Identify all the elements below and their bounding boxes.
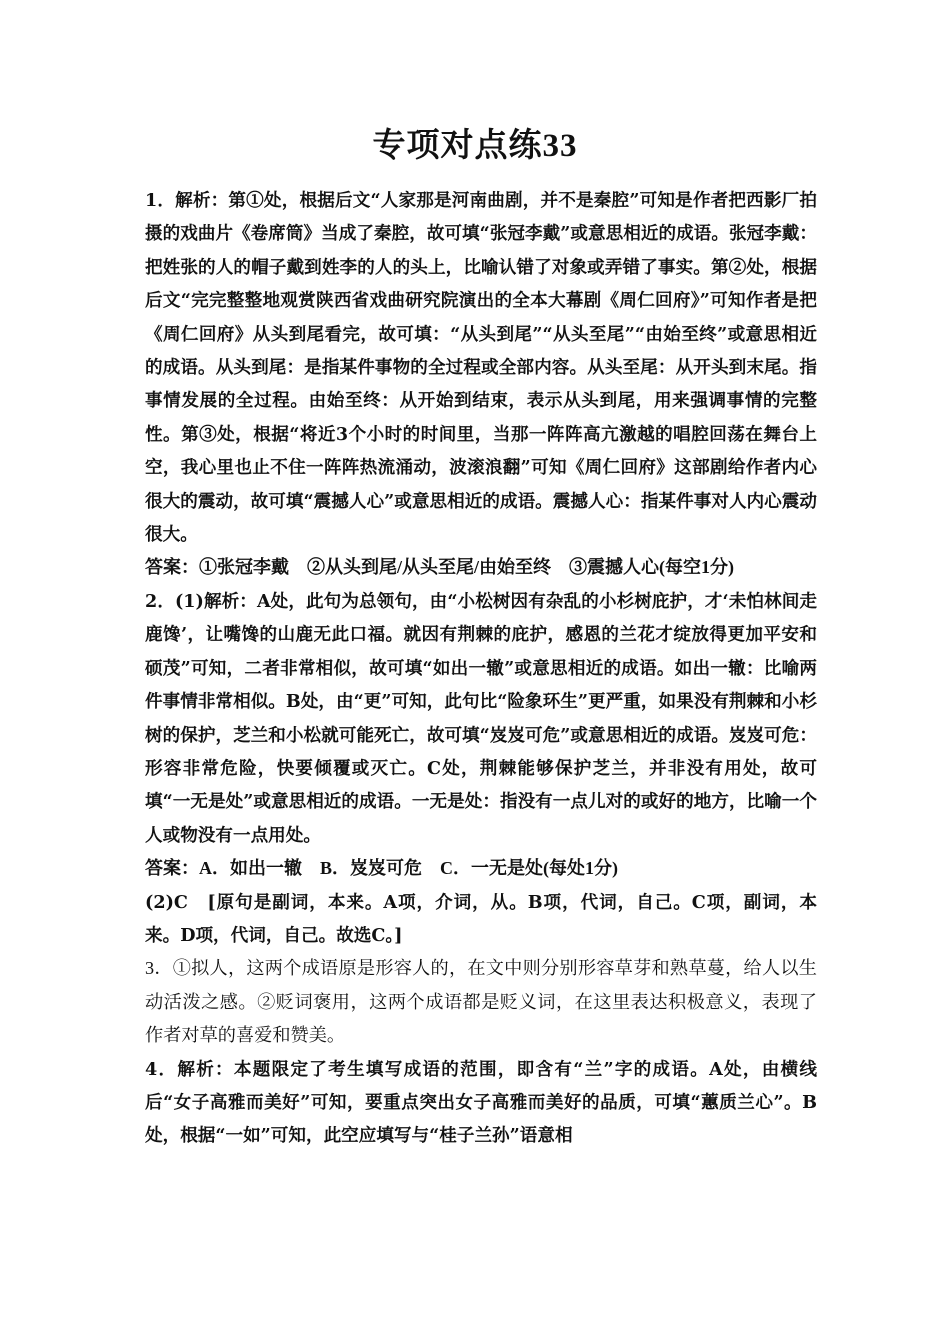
- paragraph-q2-part2: (2)C [原句是副词，本来。A项，介词，从。B项，代词，自己。C项，副词，本来。D项，代词，自己。故选C。]: [145, 891, 817, 946]
- paragraph-q4-analysis: 4．解析：本题限定了考生填写成语的范围，即含有“兰”字的成语。A处，由横线后“女子高雅而美好”可知，要重点突出女子高雅而美好的品质，可填“蕙质兰心”。B处，根据“一如”可知，此空应填写与“桂子兰孙”语意相: [145, 1058, 817, 1147]
- paragraph-q3: 3．①拟人，这两个成语原是形容人的，在文中则分别形容草芽和熟草蔓，给人以生动活泼之感。②贬词褒用，这两个成语都是贬义词，在这里表达积极意义，表现了作者对草的喜爱和赞美。: [145, 958, 817, 1046]
- paragraph-q2-answer: 答案：A．如出一辙 B．岌岌可危 C．一无是处(每处1分): [145, 858, 618, 879]
- document-body: [145, 184, 817, 1153]
- paragraph-q2-analysis: 2．(1)解析：A处，此句为总领句，由“小松树因有杂乱的小杉树庇护，才‘未怕林间走鹿馋’，让嘴馋的山鹿无此口福。就因有荆棘的庇护，感恩的兰花才绽放得更加平安和硕茂”可知，二者非常相似，故可填“如出一辙”或意思相近的成语。如出一辙：比喻两件事情非常相似。B处，由“更”可知，此句比“险象环生”更严重，如果没有荆棘和小杉树的保护，芝兰和小松就可能死亡，故可填“岌岌可危”或意思相近的成语。岌岌可危：形容非常危险，快要倾覆或灭亡。C处，荆棘能够保护芝兰，并非没有用处，故可填“一无是处”或意思相近的成语。一无是处：指没有一点儿对的或好的地方，比喻一个人或物没有一点用处。: [145, 590, 817, 846]
- paragraph-q1-answer: 答案：①张冠李戴 ②从头到尾/从头至尾/由始至终 ③震撼人心(每空1分): [145, 557, 734, 578]
- paragraph-q1-analysis: 1．解析：第①处，根据后文“人家那是河南曲剧，并不是秦腔”可知是作者把西影厂拍摄的戏曲片《卷席筒》当成了秦腔，故可填“张冠李戴”或意思相近的成语。张冠李戴：把姓张的人的帽子戴到姓李的人的头上，比喻认错了对象或弄错了事实。第②处，根据后文“完完整整地观赏陕西省戏曲研究院演出的全本大幕剧《周仁回府》”可知作者是把《周仁回府》从头到尾看完，故可填：“从头到尾”“从头至尾”“由始至终”或意思相近的成语。从头到尾：是指某件事物的全过程或全部内容。从头至尾：从开头到末尾。指事情发展的全过程。由始至终：从开始到结束，表示从头到尾，用来强调事情的完整性。第③处，根据“将近3个小时的时间里，当那一阵阵高亢激越的唱腔回荡在舞台上空，我心里也止不住一阵阵热流涌动，波滚浪翻”可知《周仁回府》这部剧给作者内心很大的震动，故可填“震撼人心”或意思相近的成语。震撼人心：指某件事对人内心震动很大。: [145, 190, 817, 546]
- page-title: 专项对点练33: [372, 128, 578, 164]
